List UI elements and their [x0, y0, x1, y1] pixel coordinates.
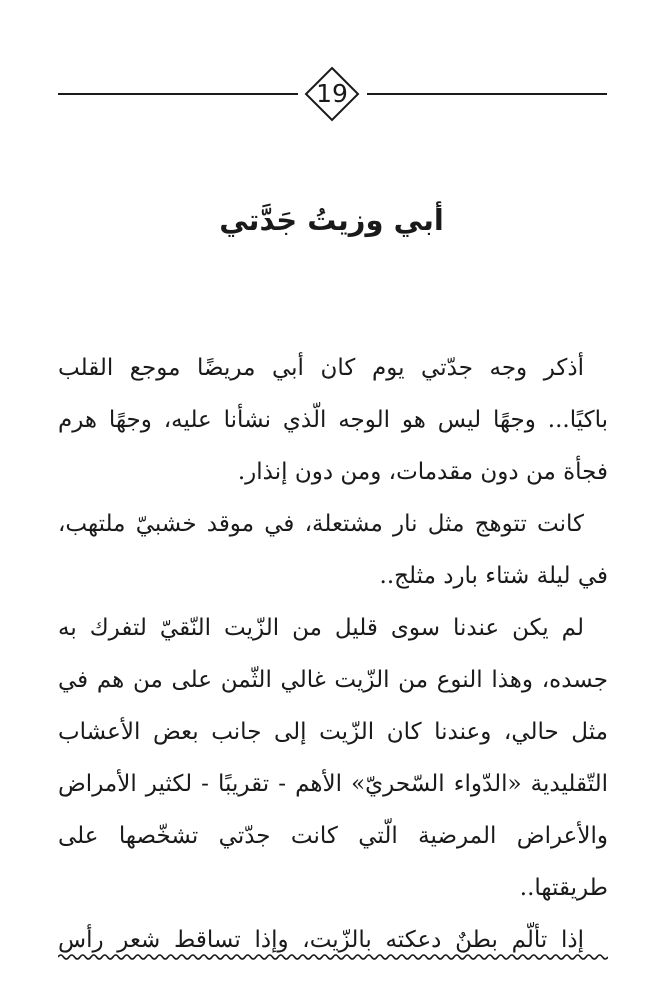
- text-line: أذكر وجه جدّتي يوم كان أبي مريضًا موجع القلب: [58, 355, 584, 381]
- text-line: جسده، وهذا النوع من الزّيت غالي الثّمن على من هم في: [58, 667, 608, 693]
- header-rule-left: [58, 93, 298, 95]
- text-line: والأعراض المرضية الّتي كانت جدّتي تشخّصها على: [58, 823, 608, 849]
- text-line: التّقليدية «الدّواء السّحريّ» الأهم - تقريبًا - لكثير الأمراض: [58, 771, 608, 797]
- body-text: [58, 342, 608, 966]
- text-line: لم يكن عندنا سوى قليل من الزّيت النّقيّ لتفرك به: [58, 615, 584, 641]
- text-line: طريقتها..: [519, 875, 608, 901]
- chapter-title: أبي وزيتُ جَدَّتي: [219, 203, 444, 237]
- text-line: إذا تألّم بطنٌ دعكته بالزّيت، وإذا تساقط شعر رأس: [58, 927, 584, 953]
- text-line: كانت تتوهج مثل نار مشتعلة، في موقد خشبيّ ملتهب،: [58, 511, 584, 537]
- header-rule-right: [367, 93, 607, 95]
- footer-wavy-rule: [58, 950, 608, 964]
- page-number: 19: [316, 79, 348, 108]
- text-line: باكيًا... وجهًا ليس هو الوجه الّذي نشأنا عليه، وجهًا هرم: [58, 407, 608, 433]
- text-line: مثل حالي، وعندنا كان الزّيت إلى جانب بعض الأعشاب: [58, 719, 608, 745]
- text-line: فجأة من دون مقدمات، ومن دون إنذار.: [237, 459, 608, 485]
- text-line: في ليلة شتاء بارد مثلج..: [379, 563, 608, 589]
